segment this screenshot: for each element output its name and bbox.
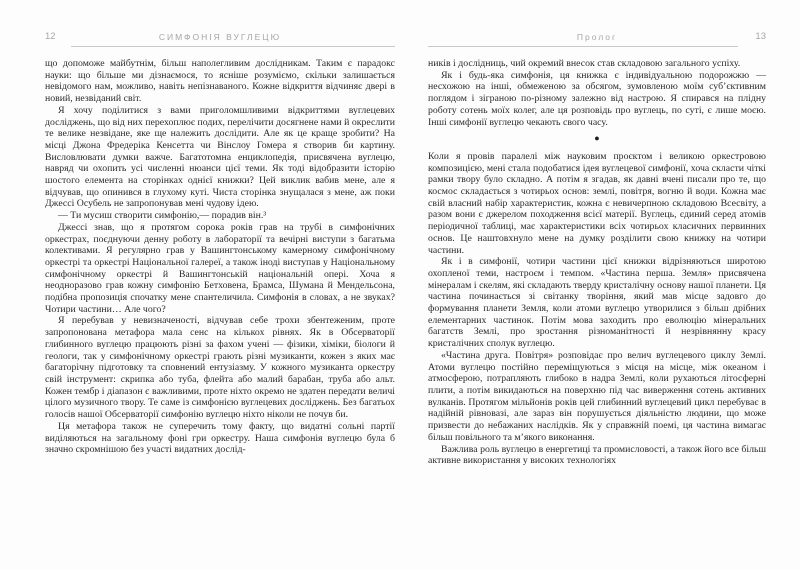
right-running-head: Пролог: [576, 32, 618, 42]
paragraph: Важлива роль вуглецю в енергетиці та промисловості, а також його все більш активне використання у високих технологіях: [428, 443, 766, 467]
right-header-rule: [428, 46, 738, 47]
section-separator-dot: ●: [594, 133, 600, 144]
right-page-number: 13: [755, 31, 766, 42]
right-page-body: [428, 58, 766, 467]
paragraph: «Частина друга. Повітря» розповідає про велич вуглецевого циклу Землі. Атоми вуглецю постійно переміщуються з місця на місце, між океаном і атмосферою, потрапляють глибоко в надра Землі, коли рухаються літосферні плити, а потім викидаються на поверхню під час виверження сотень активних вулканів. Протягом мільйонів років цей глибинний вуглецевий цикл перебуває в надійній рівновазі, але зараз він порушується діяльністю людини, що може призвести до небажаних наслідків. Як у справжній поемі, ця частина вимагає більш повільного та м’якого виконання.: [428, 349, 766, 443]
paragraph: ників і дослідниць, чий окремий внесок став складовою загального успіху.: [428, 58, 741, 69]
paragraph: Я хочу поділитися з вами приголомшливими відкриттями вуглецевих досліджень, що від них перехоплює подих, перелічити досягнене нами й окреслити те велике незвідане, яке ще належить дослідити. Але як це краще зробити? На місці Джона Фредеріка Кенсетта чи Вінслоу Гомера я створив би картину. Висловлювати думки важче. Багатотомна енциклопедія, присвячена вуглецю, навряд чи охопить усі численні нюанси цієї теми. Як тоді відобразити історію шостого елемента на сторінках однієї книжки? Цей виклик вабив мене, але я відчував, що опинився в глухому куті. Чиста сторінка знущалася з мене, аж поки Джессі Осубель не запропонував мені чудову ідею.: [45, 104, 395, 210]
paragraph: Коли я провів паралелі між науковим проєктом і великою оркестровою композицією, мені стала подобатися ідея вуглецевої симфонії, хоча скласти чіткі рамки твору було складно. А потім я згадав, як давні вчені писали про те, що космос складається з чотирьох основ: землі, повітря, вогню й води. Кожна має свій власний набір характеристик, кожна є невичерпною складовою Всесвіту, а разом вони є джерелом походження всієї матерії. Вуглець, єдиний серед атомів періодичної таблиці, має характеристики всіх чотирьох класичних первинних основ. Це наштовхнуло мене на думку розділити свою книжку на чотири частини.: [428, 150, 766, 256]
paragraph: що допоможе майбутнім, більш наполегливим дослідникам. Таким є парадокс науки: що більше ми дізнаємося, то ясніше розуміємо, скільки залишається невідомого нам, можливо, навіть непізнаваного. Кожне відкриття відчиняє двері в новий, незвіданий світ.: [45, 58, 395, 105]
paragraph: Джессі знав, що я протягом сорока років грав на трубі в симфонічних оркестрах, поєднуючи денну роботу в лабораторії та вечірні виступи з багатьма колективами. Я регулярно грав у Вашингтонському камерному симфонічному оркестрі та оркестрі Національної галереї, а також іноді виступав у Національному симфонічному оркестрі й Вашингтонській національній опері. Хоча я неодноразово грав кожну симфонію Бетховена, Брамса, Шумана й Мендельсона, подібна пропозиція спочатку мене спантеличила. Симфонія в словах, а не звуках? Чотири частини… Але чого?: [45, 221, 395, 315]
right-page: [428, 30, 766, 467]
left-running-head: СИМФОНІЯ ВУГЛЕЦЮ: [158, 32, 282, 42]
right-page-header: [428, 30, 766, 47]
paragraph: Як і будь-яка симфонія, ця книжка є індивідуальною подорожжю — несхожою на інші, обмеженою за обсягом, зумовленою моїм суб’єктивним поглядом і зіграною по-різному залежно від настрою. Я спирався на плідну роботу сотень моїх колег, але ця розповідь про вуглець, по суті, є лише моєю. Інші симфонії вуглецю чекають свого часу.: [428, 69, 766, 128]
left-page-header: [45, 30, 395, 47]
paragraph: Ця метафора також не суперечить тому факту, що видатні сольні партії виділяються на загальному фоні гри оркестру. Наша симфонія вуглецю була б значно скромнішою без участі видатних дослід-: [45, 420, 395, 456]
paragraph: Я перебував у невизначеності, відчував себе трохи збентеженим, проте запропонована метафора мала сенс на кількох рівнях. Як в Обсерваторії глибинного вуглецю працюють різні за фахом учені — фізики, хіміки, біологи й геологи, так у симфонічному оркестрі грають різні музиканти, кожен з яких має багаторічну підготовку та сповнений ентузіазму. У кожного музиканта оркестру свій інструмент: скрипка або туба, флейта або малий барабан, труба або альт. Кожен тембр і діапазон є важливими, проте ніхто окремо не здатен передати величі цілого музичного твору. Те саме із симфонією вуглецевих досліджень. Без багатьох голосів нашої Обсерваторії симфонію вуглецю ніхто ніколи не почув би.: [45, 315, 395, 421]
left-header-rule: [71, 46, 395, 47]
left-page-number: 12: [45, 31, 56, 42]
paragraph: — Ти мусиш створити симфонію,— порадив він.³: [58, 210, 267, 222]
paragraph: Як і в симфонії, чотири частини цієї книжки відрізняються широтою охопленої теми, настроєм і темпом. «Частина перша. Земля» присвячена мінералам і скелям, які складають тверду кристалічну основу нашої планети. Ця частина починається зі світанку творіння, який мав місце задовго до формування планети Земля, коли атоми вуглецю утворилися з більш дрібних елементарних частинок. Потім мова заходить про еволюцію мінеральних багатств Землі, про зростання різноманітності й незрівнянну красу кристалічних сполук вуглецю.: [428, 256, 766, 350]
left-page-body: [45, 58, 395, 456]
left-page: [45, 30, 395, 456]
